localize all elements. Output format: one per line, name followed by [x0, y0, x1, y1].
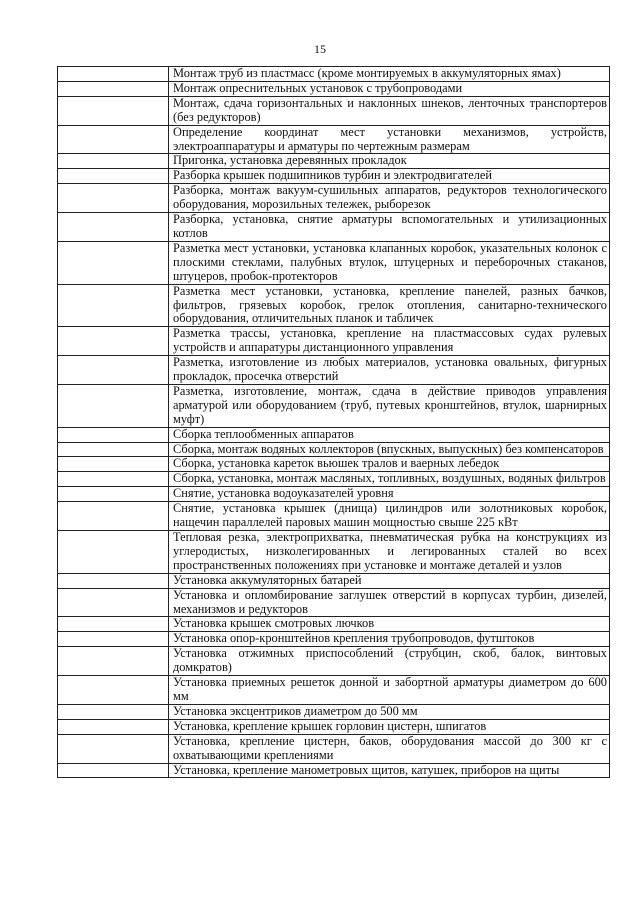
empty-left-cell — [58, 96, 169, 125]
work-item-cell: Пригонка, установка деревянных прокладок — [169, 154, 610, 169]
empty-left-cell — [58, 327, 169, 356]
empty-left-cell — [58, 213, 169, 242]
table-row — [58, 213, 610, 242]
table-row — [58, 96, 610, 125]
empty-left-cell — [58, 356, 169, 385]
work-item-cell: Сборка, установка кареток вьюшек тралов и ваерных лебедок — [169, 457, 610, 472]
work-item-cell: Монтаж опреснительных установок с трубопроводами — [169, 81, 610, 96]
empty-left-cell — [58, 427, 169, 442]
work-item-cell: Определение координат мест установки механизмов, устройств, электроаппаратуры и арматуры по чертежным размерам — [169, 125, 610, 154]
empty-left-cell — [58, 676, 169, 705]
table-row — [58, 327, 610, 356]
work-item-cell: Установка отжимных приспособлений (струбцин, скоб, балок, винтовых домкратов) — [169, 647, 610, 676]
work-item-cell: Снятие, установка водоуказателей уровня — [169, 487, 610, 502]
table-row — [58, 356, 610, 385]
work-item-cell: Установка, крепление крышек горловин цистерн, шпигатов — [169, 719, 610, 734]
table-row — [58, 154, 610, 169]
empty-left-cell — [58, 647, 169, 676]
table-row — [58, 67, 610, 82]
table-row — [58, 734, 610, 763]
empty-left-cell — [58, 531, 169, 574]
work-item-cell: Установка и опломбирование заглушек отверстий в корпусах турбин, дизелей, механизмов и редукторов — [169, 588, 610, 617]
table-row — [58, 184, 610, 213]
work-item-cell: Сборка, монтаж водяных коллекторов (впускных, выпускных) без компенсаторов — [169, 442, 610, 457]
work-list-table-body — [58, 67, 610, 778]
work-item-cell: Разметка мест установки, установка клапанных коробок, указательных колонок с плоскими стеклами, палубных втулок, штуцерных и переборочных стаканов, штуцеров, пробок-протекторов — [169, 241, 610, 284]
empty-left-cell — [58, 763, 169, 778]
work-list-table — [57, 66, 610, 778]
table-row — [58, 588, 610, 617]
empty-left-cell — [58, 154, 169, 169]
work-item-cell: Снятие, установка крышек (днища) цилиндров или золотниковых коробок, нащечин параллелей паровых машин мощностью свыше 225 кВт — [169, 502, 610, 531]
table-row — [58, 632, 610, 647]
empty-left-cell — [58, 472, 169, 487]
empty-left-cell — [58, 284, 169, 327]
work-item-cell: Установка эксцентриков диаметром до 500 мм — [169, 704, 610, 719]
table-row — [58, 442, 610, 457]
work-item-cell: Сборка теплообменных аппаратов — [169, 427, 610, 442]
table-row — [58, 676, 610, 705]
work-item-cell: Установка, крепление манометровых щитов, катушек, приборов на щиты — [169, 763, 610, 778]
empty-left-cell — [58, 487, 169, 502]
table-row — [58, 719, 610, 734]
table-row — [58, 384, 610, 427]
work-item-cell: Установка аккумуляторных батарей — [169, 573, 610, 588]
empty-left-cell — [58, 719, 169, 734]
page-number: 15 — [314, 42, 326, 56]
work-item-cell: Тепловая резка, электроприхватка, пневматическая рубка на конструкциях из углеродистых, низколегированных и легированных сталей во всех пространственных положениях при установке и монтаже деталей и узлов — [169, 531, 610, 574]
table-row — [58, 457, 610, 472]
table-row — [58, 487, 610, 502]
table-row — [58, 169, 610, 184]
work-item-cell: Установка, крепление цистерн, баков, оборудования массой до 300 кг с охватывающими креплениями — [169, 734, 610, 763]
table-row — [58, 241, 610, 284]
table-row — [58, 284, 610, 327]
empty-left-cell — [58, 617, 169, 632]
work-item-cell: Сборка, установка, монтаж масляных, топливных, воздушных, водяных фильтров — [169, 472, 610, 487]
table-row — [58, 531, 610, 574]
table-row — [58, 704, 610, 719]
empty-left-cell — [58, 442, 169, 457]
empty-left-cell — [58, 704, 169, 719]
empty-left-cell — [58, 734, 169, 763]
work-item-cell: Установка опор-кронштейнов крепления трубопроводов, футштоков — [169, 632, 610, 647]
table-row — [58, 763, 610, 778]
empty-left-cell — [58, 588, 169, 617]
work-item-cell: Установка крышек смотровых лючков — [169, 617, 610, 632]
empty-left-cell — [58, 573, 169, 588]
work-item-cell: Разметка мест установки, установка, крепление панелей, разных бачков, фильтров, грязевых коробок, грелок отопления, санитарно-технического оборудования, отличительных планок и табличек — [169, 284, 610, 327]
work-item-cell: Монтаж труб из пластмасс (кроме монтируемых в аккумуляторных ямах) — [169, 67, 610, 82]
empty-left-cell — [58, 632, 169, 647]
empty-left-cell — [58, 384, 169, 427]
table-row — [58, 427, 610, 442]
table-row — [58, 472, 610, 487]
empty-left-cell — [58, 184, 169, 213]
table-row — [58, 125, 610, 154]
work-item-cell: Разборка, установка, снятие арматуры вспомогательных и утилизационных котлов — [169, 213, 610, 242]
empty-left-cell — [58, 67, 169, 82]
work-item-cell: Разборка крышек подшипников турбин и электродвигателей — [169, 169, 610, 184]
empty-left-cell — [58, 502, 169, 531]
table-row — [58, 647, 610, 676]
work-item-cell: Установка приемных решеток донной и забортной арматуры диаметром до 600 мм — [169, 676, 610, 705]
empty-left-cell — [58, 169, 169, 184]
work-item-cell: Разборка, монтаж вакуум-сушильных аппаратов, редукторов технологического оборудования, морозильных тележек, рыборезок — [169, 184, 610, 213]
table-row — [58, 502, 610, 531]
work-item-cell: Монтаж, сдача горизонтальных и наклонных шнеков, ленточных транспортеров (без редукторов) — [169, 96, 610, 125]
table-row — [58, 617, 610, 632]
empty-left-cell — [58, 241, 169, 284]
empty-left-cell — [58, 125, 169, 154]
work-item-cell: Разметка, изготовление из любых материалов, установка овальных, фигурных прокладок, просечка отверстий — [169, 356, 610, 385]
empty-left-cell — [58, 457, 169, 472]
work-item-cell: Разметка, изготовление, монтаж, сдача в действие приводов управления арматурой или оборудованием (труб, путевых кронштейнов, втулок, шарнирных муфт) — [169, 384, 610, 427]
table-row — [58, 81, 610, 96]
table-row — [58, 573, 610, 588]
work-item-cell: Разметка трассы, установка, крепление на пластмассовых судах рулевых устройств и аппаратуры дистанционного управления — [169, 327, 610, 356]
empty-left-cell — [58, 81, 169, 96]
